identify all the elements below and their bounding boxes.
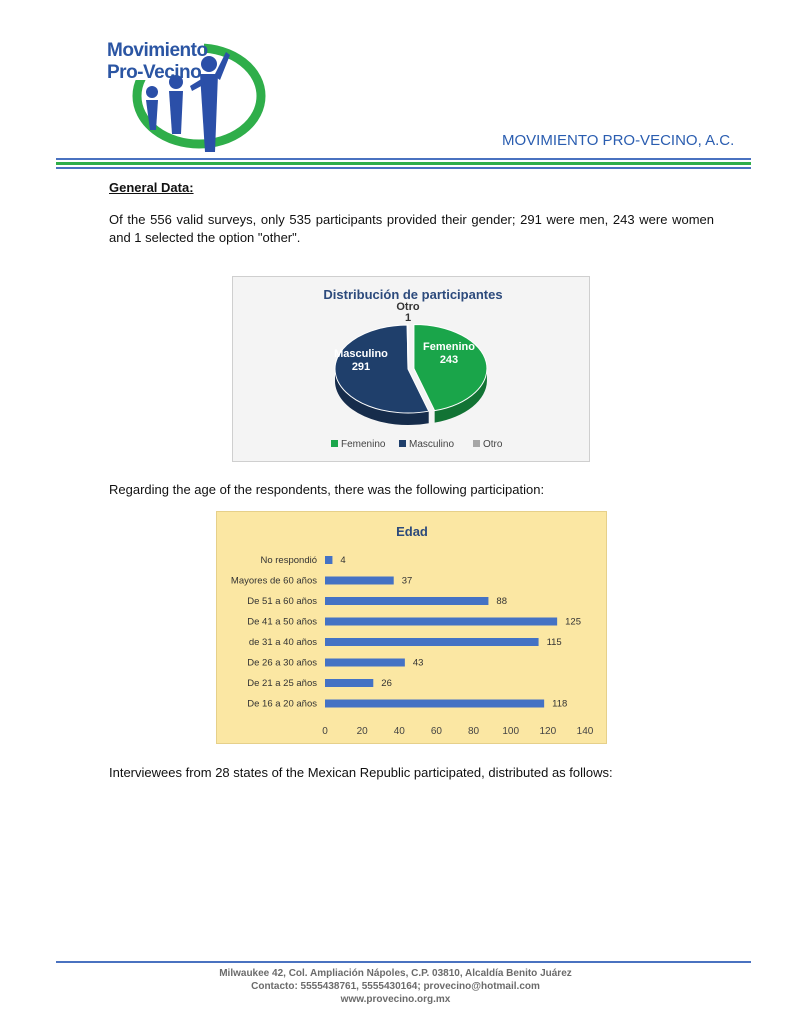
footer-website: www.provecino.org.mx	[340, 994, 451, 1005]
header-divider-blue	[56, 158, 751, 160]
bar-bars	[325, 556, 557, 708]
bar-value-label: 26	[381, 678, 392, 689]
x-tick-label: 20	[356, 726, 368, 737]
organization-name: MOVIMIENTO PRO-VECINO, A.C.	[502, 132, 735, 149]
pie-label-femenino: Femenino	[423, 341, 475, 353]
pie-legend	[331, 439, 503, 450]
bar-category-labels	[231, 555, 317, 710]
bar-chart-title: Edad	[396, 524, 428, 539]
bar-category-label: No respondió	[260, 555, 317, 566]
bar-value-label: 88	[496, 596, 508, 607]
pie-label-masculino: Masculino	[334, 348, 388, 360]
bar-category-label: De 21 a 25 años	[247, 678, 317, 689]
x-tick-label: 120	[539, 726, 557, 737]
section-title: General Data:	[109, 180, 194, 195]
bar	[325, 556, 332, 564]
bar	[325, 618, 557, 626]
pie-value-masculino: 291	[351, 361, 371, 373]
paragraph-gender: Of the 556 valid surveys, only 535 participants provided their gender; 291 were men, 243 were women and 1 selected the option "other".	[109, 212, 714, 245]
legend-swatch-masculino	[399, 440, 406, 447]
bar	[325, 700, 544, 708]
bar-category-label: De 41 a 50 años	[247, 616, 317, 628]
bar	[325, 577, 394, 585]
x-tick-label: 40	[393, 726, 405, 737]
legend-label-femenino: Femenino	[341, 439, 386, 450]
bar-x-tick-labels	[322, 726, 594, 737]
legend-swatch-femenino	[331, 440, 338, 447]
bar-value-label: 37	[401, 575, 413, 587]
header-divider-blue-2	[56, 167, 751, 169]
header-divider-green	[56, 162, 751, 165]
legend-swatch-otro	[473, 440, 480, 447]
x-tick-label: 0	[322, 726, 328, 737]
pie-chart-title: Distribución de participantes	[323, 287, 503, 302]
bar-value-label: 118	[552, 698, 568, 710]
x-tick-label: 60	[430, 726, 442, 737]
x-tick-label: 140	[576, 726, 594, 737]
bar-category-label: De 16 a 20 años	[247, 698, 317, 710]
pie-chart	[232, 276, 590, 462]
bar-category-label: De 51 a 60 años	[247, 596, 317, 607]
pie-chart-svg	[233, 277, 589, 461]
bar-value-label: 125	[565, 616, 582, 628]
bar-value-label: 115	[546, 637, 562, 648]
footer-contact: Contacto: 5555438761, 5555430164; provecino@hotmail.com	[251, 981, 540, 992]
paragraph-states: Interviewees from 28 states of the Mexican Republic participated, distributed as follows:	[109, 765, 613, 780]
pie-label-otro: Otro	[396, 301, 420, 313]
bar-category-label: De 26 a 30 años	[247, 657, 317, 669]
bar-chart	[216, 511, 607, 744]
bar-value-label: 4	[340, 555, 346, 566]
legend-label-otro: Otro	[483, 439, 503, 450]
x-tick-label: 80	[468, 726, 480, 737]
bar-value-label: 43	[412, 657, 424, 669]
bar-category-label: de 31 a 40 años	[248, 637, 317, 648]
legend-label-masculino: Masculino	[409, 439, 455, 450]
footer-address: Milwaukee 42, Col. Ampliación Nápoles, C.P. 03810, Alcaldía Benito Juárez	[219, 968, 572, 979]
bar	[325, 679, 373, 687]
footer-divider	[56, 961, 751, 963]
bar-chart-svg	[217, 512, 606, 743]
logo-text-line2: Pro-Vecino	[107, 62, 202, 83]
pie-value-femenino: 243	[439, 354, 459, 366]
paragraph-age: Regarding the age of the respondents, there was the following participation:	[109, 482, 545, 497]
pie-value-otro: 1	[404, 312, 412, 324]
logo-text-line1: Movimiento	[107, 40, 208, 61]
bar-category-label: Mayores de 60 años	[230, 575, 317, 587]
bar	[325, 638, 539, 646]
logo	[104, 34, 269, 159]
bar	[325, 597, 488, 605]
bar	[325, 659, 405, 667]
x-tick-label: 100	[502, 726, 520, 737]
